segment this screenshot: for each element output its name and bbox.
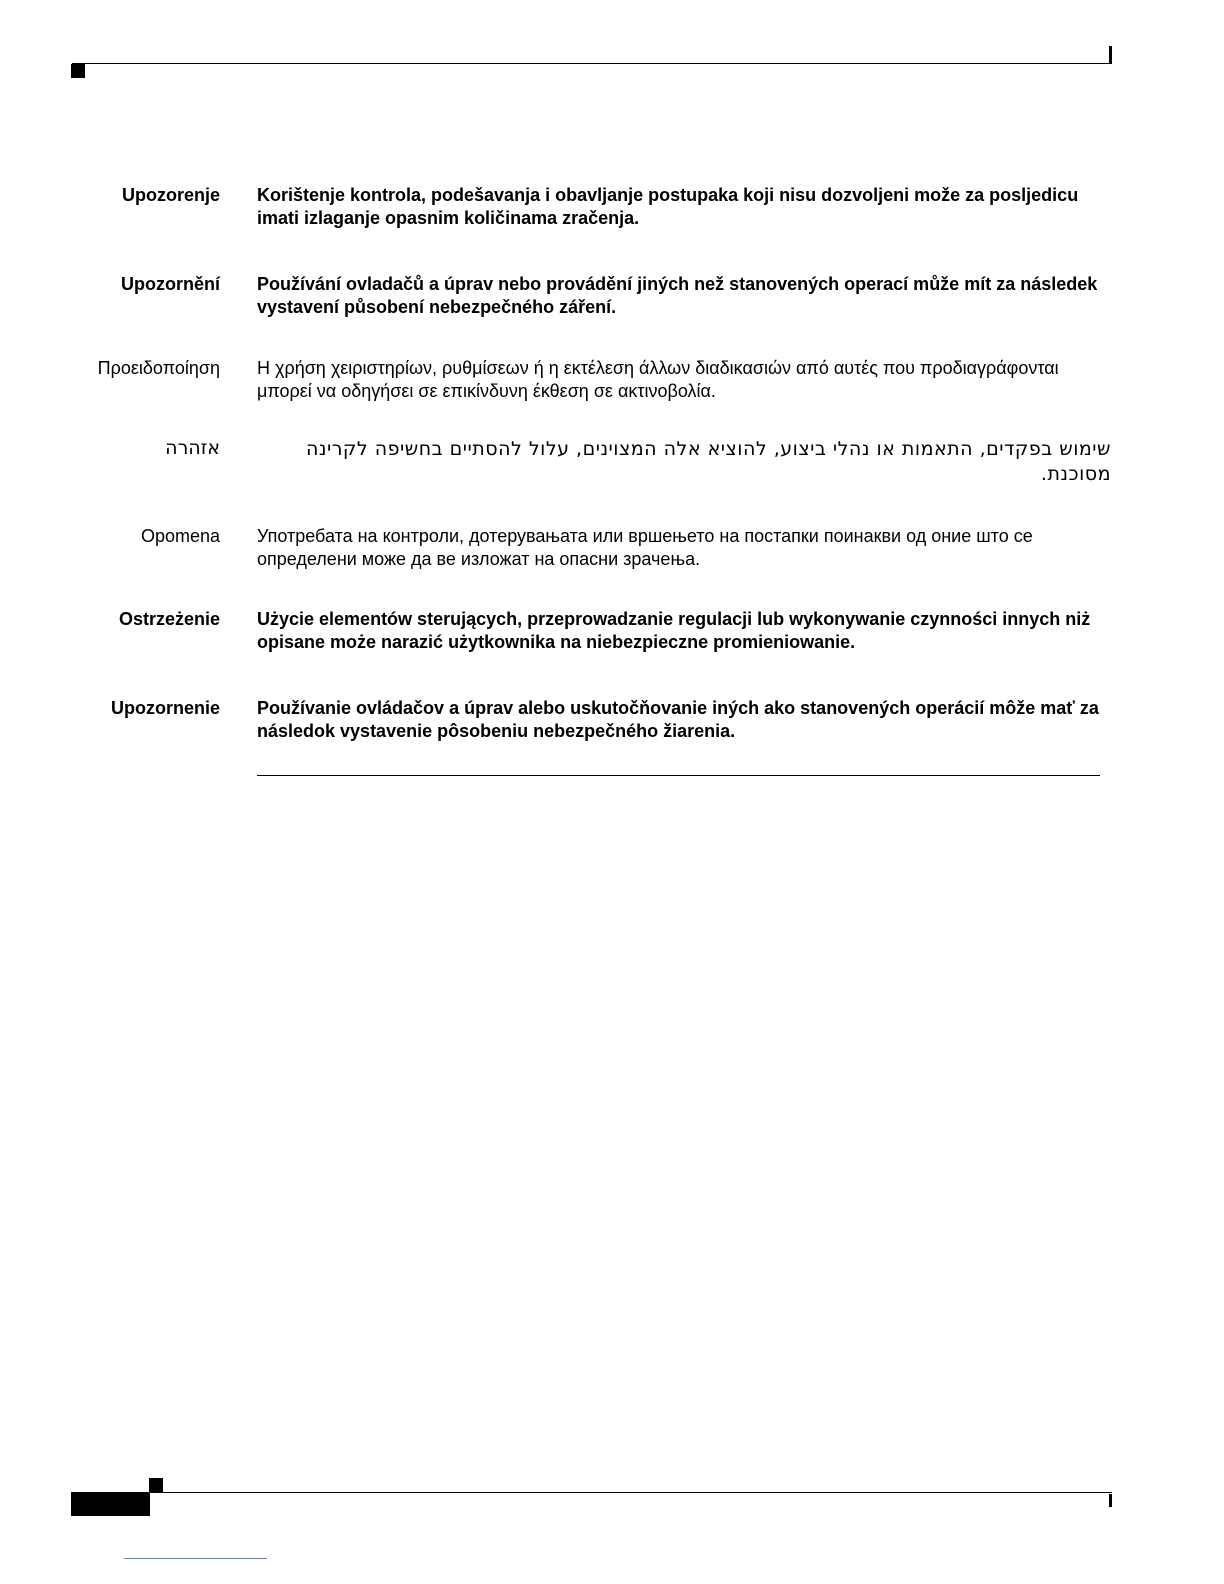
warning-text: Korištenje kontrola, podešavanja i obavljanje postupaka koji nisu dozvoljeni može za posljedicu imati izlaganje opasnim količinama zračenja. [257, 185, 1079, 228]
warning-label: Ostrzeżenie [118, 609, 220, 629]
footer-corner-mark [149, 1478, 163, 1492]
footer-edge-tick [1109, 1494, 1112, 1507]
footer-rule [72, 1492, 1112, 1493]
footer-page-block [71, 1492, 150, 1516]
warning-text: Употребата на контроли, дотерувањата или вршењето на постапки поинакви од оние што се определени може да ве изложат на опасни зрачења. [257, 526, 1033, 569]
section-end-rule [257, 775, 1100, 776]
warning-text: שימוש בפקדים, התאמות או נהלי ביצוע, להוציא אלה המצוינים, עלול להסתיים בחשיפה לקרינה מסוכנת. [305, 438, 1111, 485]
header-edge-tick [1109, 46, 1112, 64]
warning-text: Użycie elementów sterujących, przeprowadzanie regulacji lub wykonywanie czynności innych niż opisane może narazić użytkownika na niebezpieczne promieniowanie. [257, 609, 1091, 652]
footer-link-underline [124, 1558, 267, 1559]
header-corner-mark [71, 64, 85, 78]
warning-text: Η χρήση χειριστηρίων, ρυθμίσεων ή η εκτέλεση άλλων διαδικασιών από αυτές που προδιαγράφονται μπορεί να οδηγήσει σε επικίνδυνη έκθεση σε ακτινοβολία. [257, 358, 1059, 401]
warning-label: Upozornění [121, 274, 220, 294]
warning-label: Προειδοποίηση [97, 358, 220, 378]
warning-label: Upozorenje [121, 185, 220, 205]
warning-text: Používanie ovládačov a úprav alebo uskutočňovanie iných ako stanovených operácií môže mať za následok vystavenie pôsobeniu nebezpečného žiarenia. [257, 698, 1099, 741]
header-rule [72, 63, 1112, 64]
warning-label: Upozornenie [110, 698, 220, 718]
warning-label: אזהרה [165, 437, 220, 459]
warning-text: Používání ovladačů a úprav nebo provádění jiných než stanovených operací může mít za následek vystavení působení nebezpečného záření. [257, 274, 1098, 317]
warning-label: Opomena [140, 526, 220, 546]
